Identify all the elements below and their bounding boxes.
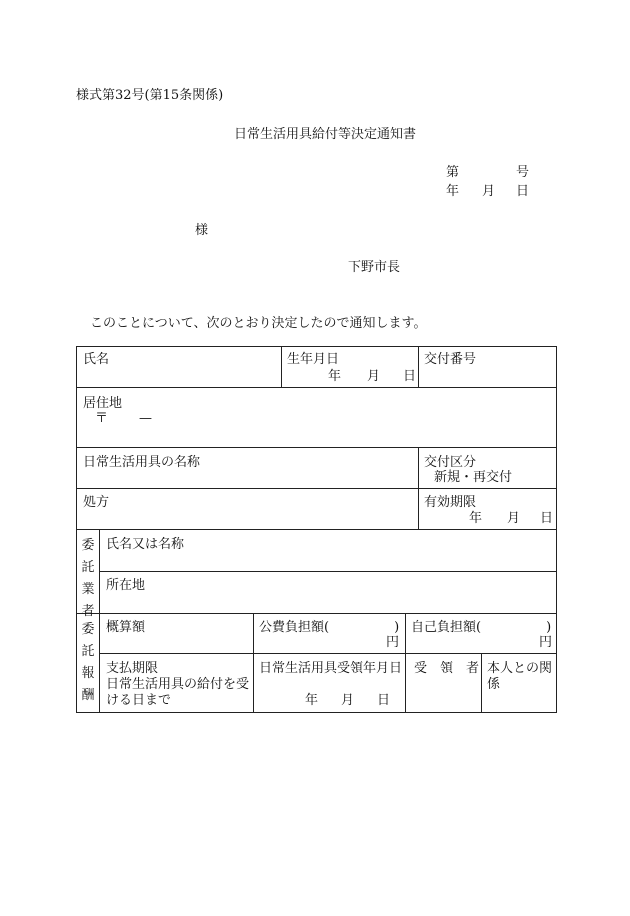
issue-type-label: 交付区分	[424, 455, 477, 470]
payment-deadline-line1: 支払期限	[106, 661, 159, 676]
validity-day: 日	[540, 511, 554, 526]
addressee-suffix: 様	[195, 223, 209, 238]
address-label: 居住地	[83, 396, 123, 411]
relation-line2: 係	[487, 677, 501, 692]
validity-year: 年	[469, 511, 483, 526]
number-suffix: 号	[516, 165, 530, 180]
decision-table	[76, 346, 557, 713]
date-month: 月	[482, 184, 496, 199]
prescription-label: 処方	[83, 495, 110, 510]
receipt-date-label: 日常生活用具受領年月日	[259, 661, 403, 676]
document-title: 日常生活用具給付等決定通知書	[234, 127, 417, 142]
device-name-label: 日常生活用具の名称	[83, 455, 201, 470]
self-burden-label: 自己負担額( )	[411, 620, 552, 635]
name-label: 氏名	[83, 352, 110, 367]
contractor-address-label: 所在地	[106, 578, 146, 593]
public-burden-label: 公費負担額( )	[259, 620, 400, 635]
issuer-name: 下野市長	[348, 260, 401, 275]
contractor-name-label: 氏名又は名称	[106, 537, 185, 552]
issue-number-label: 交付番号	[424, 352, 477, 367]
number-prefix: 第	[446, 165, 460, 180]
form-number: 様式第32号(第15条関係)	[76, 88, 224, 103]
payment-deadline-line3: ける日まで	[106, 693, 172, 708]
relation-line1: 本人との関	[487, 661, 553, 676]
issue-date	[446, 180, 529, 199]
receipt-month: 月	[341, 693, 355, 708]
document-number	[446, 161, 529, 180]
public-burden-unit: 円	[386, 635, 400, 650]
birth-month: 月	[367, 369, 381, 384]
validity-label: 有効期限	[424, 495, 477, 510]
contractor-vertical-label: 委 託 業 者	[81, 538, 95, 620]
fee-vertical-label: 委 託 報 酬	[81, 622, 95, 704]
birth-day: 日	[403, 369, 417, 384]
postal-mark: 〒	[95, 411, 109, 426]
self-burden-unit: 円	[539, 635, 553, 650]
date-year: 年	[446, 184, 460, 199]
postal-dash: —	[139, 411, 152, 426]
recipient-label: 受 領 者	[414, 661, 480, 676]
date-day: 日	[516, 184, 530, 199]
payment-deadline-line2: 日常生活用具の給付を受	[106, 677, 250, 692]
birthdate-label: 生年月日	[287, 352, 340, 367]
estimate-label: 概算額	[106, 620, 146, 635]
birth-year: 年	[328, 369, 342, 384]
receipt-day: 日	[377, 693, 391, 708]
receipt-year: 年	[305, 693, 319, 708]
intro-text: このことについて、次のとおり決定したので通知します。	[90, 316, 427, 331]
validity-month: 月	[507, 511, 521, 526]
issue-type-value: 新規・再交付	[434, 470, 513, 485]
